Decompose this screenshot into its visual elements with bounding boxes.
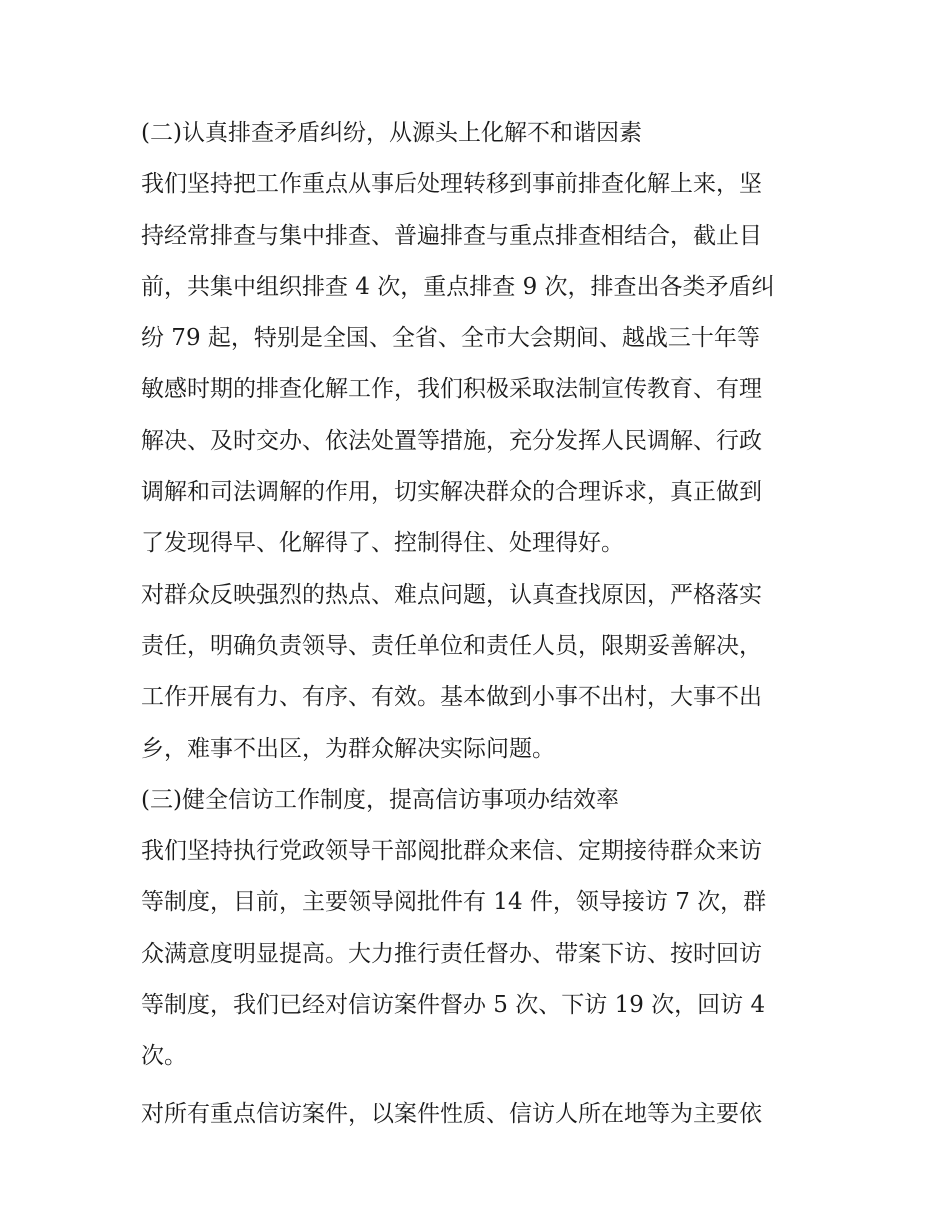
paragraph-line: 工作开展有力、有序、有效。基本做到小事不出村，大事不出 — [141, 684, 762, 711]
section-2-heading: (二)认真排查矛盾纠纷，从源头上化解不和谐因素 — [141, 120, 642, 146]
section-3-paragraph-2 — [141, 1089, 821, 1140]
paragraph-line: 纷 79 起，特别是全国、全省、全市大会期间、越战三十年等 — [141, 325, 760, 352]
section-3-paragraph-1 — [141, 826, 821, 1082]
paragraph-line: 前，共集中组织排查 4 次，重点排查 9 次，排查出各类矛盾纠 — [141, 273, 775, 300]
paragraph-line: 对群众反映强烈的热点、难点问题，认真查找原因，严格落实 — [141, 581, 762, 608]
paragraph-line: 等制度，目前，主要领导阅批件有 14 件，领导接访 7 次，群 — [141, 889, 767, 916]
paragraph-line: 众满意度明显提高。大力推行责任督办、带案下访、按时回访 — [141, 940, 762, 967]
paragraph-line: 持经常排查与集中排查、普遍排查与重点排查相结合，截止目 — [141, 222, 762, 249]
document-body — [141, 108, 821, 1140]
section-2-paragraph-2 — [141, 570, 821, 775]
paragraph-line: 我们坚持把工作重点从事后处理转移到事前排查化解上来，坚 — [141, 171, 762, 198]
paragraph-line: 次。 — [141, 1043, 187, 1070]
paragraph-line: 等制度，我们已经对信访案件督办 5 次、下访 19 次，回访 4 — [141, 992, 766, 1019]
paragraph-line: 我们坚持执行党政领导干部阅批群众来信、定期接待群众来访 — [141, 838, 762, 865]
paragraph-line: 了发现得早、化解得了、控制得住、处理得好。 — [141, 530, 624, 557]
paragraph-line: 责任，明确负责领导、责任单位和责任人员，限期妥善解决， — [141, 632, 762, 659]
paragraph-line: 敏感时期的排查化解工作，我们积极采取法制宣传教育、有理 — [141, 376, 762, 403]
section-3-heading: (三)健全信访工作制度，提高信访事项办结效率 — [141, 786, 619, 813]
paragraph-line: 乡，难事不出区，为群众解决实际问题。 — [141, 735, 555, 762]
paragraph-line: 调解和司法调解的作用，切实解决群众的合理诉求，真正做到 — [141, 479, 762, 506]
paragraph-line: 解决、及时交办、依法处置等措施，充分发挥人民调解、行政 — [141, 427, 762, 454]
paragraph-line: 对所有重点信访案件，以案件性质、信访人所在地等为主要依 — [141, 1100, 762, 1127]
section-2-paragraph-1 — [141, 159, 821, 569]
